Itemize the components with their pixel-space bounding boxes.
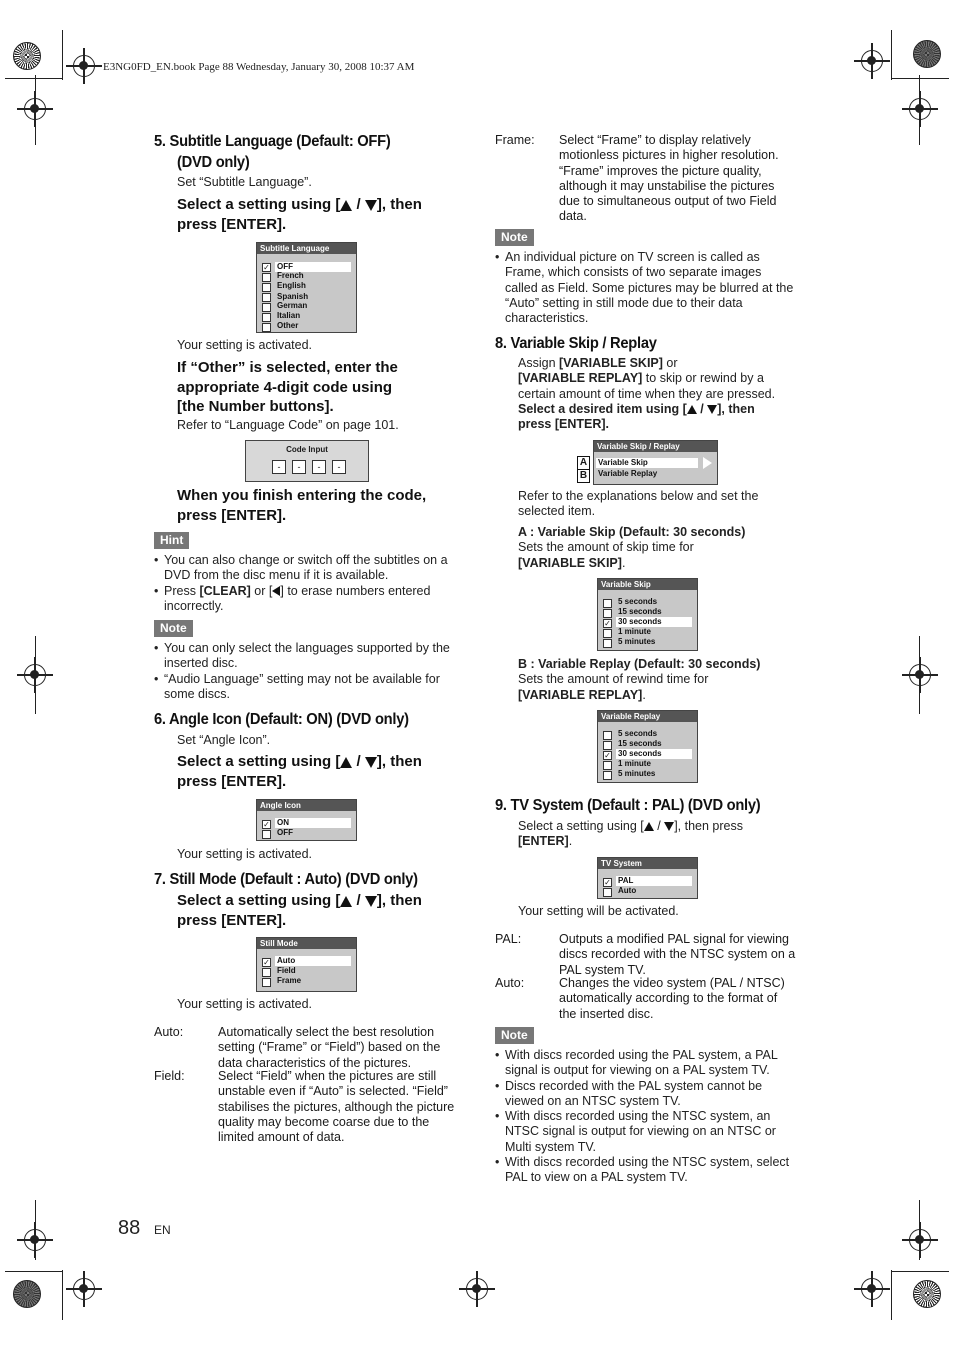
section-9-title: 9. TV System (Default : PAL) (DVD only) [495, 797, 761, 814]
checkbox-icon[interactable] [262, 313, 271, 322]
code-input-title: Code Input [286, 445, 328, 454]
other-instruction: If “Other” is selected, enter the appropriate 4-digit code using [the Number buttons]. [177, 359, 398, 415]
def-frame: Select “Frame” to display relatively motionless pictures in higher resolution. “Frame” improves the picture quality, although it may unstabilise the pictures due to simultaneous output of two Field data. [559, 133, 779, 224]
checkbox-icon[interactable] [262, 830, 271, 839]
option-15-seconds[interactable]: 15 seconds [618, 739, 662, 748]
registration-mark-icon [73, 55, 95, 77]
list-item: • “Audio Language” setting may not be available for some discs. [154, 672, 464, 703]
option-italian[interactable]: Italian [277, 311, 301, 320]
crop-mark [891, 30, 892, 80]
crop-mark [62, 1270, 63, 1320]
variable-replay-text: B : Variable Replay (Default: 30 seconds) Sets the amount of rewind time for [VARIABLE REPLAY]. [518, 657, 761, 702]
code-digit[interactable]: - [332, 460, 346, 474]
option-15-seconds[interactable]: 15 seconds [618, 607, 662, 616]
section-5-title-l2: (DVD only) [177, 154, 250, 171]
crop-mark [891, 1271, 949, 1272]
checkbox-icon[interactable] [603, 741, 612, 750]
crop-mark [891, 78, 949, 79]
finish-instruction: When you finish entering the code, press [ENTER]. [177, 487, 427, 524]
registration-mark-icon [909, 664, 931, 686]
up-arrow-icon [340, 896, 352, 907]
crop-mark [919, 636, 920, 714]
file-header: E3NG0FD_EN.book Page 88 Wednesday, January 30, 2008 10:37 AM [103, 61, 415, 73]
code-digit[interactable]: - [272, 460, 286, 474]
tv-system-menu: TV System ✓ PAL Auto [597, 857, 698, 899]
checkbox-icon[interactable] [262, 978, 271, 987]
def-auto: Changes the video system (PAL / NTSC) automatically according to the format of the inserted disc. [559, 976, 785, 1021]
up-arrow-icon [644, 822, 654, 831]
list-item: • You can also change or switch off the subtitles on a DVD from the disc menu if it is available. [154, 553, 464, 584]
term-frame: Frame: [495, 133, 535, 147]
crop-mark [919, 75, 920, 145]
checkbox-icon[interactable] [262, 283, 271, 292]
color-wheel-icon [13, 1280, 41, 1308]
checkbox-icon[interactable] [603, 731, 612, 740]
checkbox-icon[interactable] [603, 629, 612, 638]
marker-b: B [577, 469, 590, 483]
note-label: Note [495, 1027, 534, 1044]
option-5-seconds[interactable]: 5 seconds [618, 597, 658, 606]
crop-mark [5, 1271, 63, 1272]
registration-mark-icon [861, 1278, 883, 1300]
registration-mark-icon [466, 1278, 488, 1300]
crop-mark [35, 75, 36, 145]
up-arrow-icon [687, 405, 697, 414]
subtitle-language-menu: Subtitle Language ✓ OFF French English Spanish German Italian Other [256, 242, 357, 333]
variable-replay-menu: Variable Replay 5 seconds 15 seconds ✓ 30 seconds 1 minute 5 minutes [597, 710, 698, 783]
option-pal[interactable]: PAL [616, 876, 692, 886]
checkbox-icon[interactable] [262, 273, 271, 282]
option-field[interactable]: Field [277, 966, 296, 975]
note-list [495, 1048, 805, 1186]
assign-text: Assign [VARIABLE SKIP] or [VARIABLE REPLAY] to skip or rewind by a certain amount of time when they are pressed. Select a desired item using [ / ], then press [ENTER]. [518, 356, 776, 432]
note-list [154, 641, 464, 702]
color-wheel-icon [913, 40, 941, 68]
color-wheel-icon [13, 42, 41, 70]
activated-text: Your setting is activated. [177, 997, 313, 1011]
list-item: • Press [CLEAR] or [ ] to erase numbers entered incorrectly. [154, 584, 464, 615]
section-8-title: 8. Variable Skip / Replay [495, 335, 657, 352]
list-item: • With discs recorded using the PAL system, a PAL signal is output for viewing on a PAL system TV. [495, 1048, 805, 1079]
refer-explanations: Refer to the explanations below and set the selected item. [518, 489, 759, 519]
option-german[interactable]: German [277, 301, 308, 310]
option-30-seconds[interactable]: 30 seconds [616, 749, 692, 759]
set-angle-icon: Set “Angle Icon”. [177, 733, 271, 747]
up-arrow-icon [340, 200, 352, 211]
still-mode-menu: Still Mode ✓ Auto Field Frame [256, 937, 357, 992]
list-item: • An individual picture on TV screen is called as Frame, which consists of two separate images called as Field. Some pictures may be blurred at the “Auto” setting in still mode due to their data characteristics. [495, 250, 805, 326]
down-arrow-icon [365, 200, 377, 211]
checkbox-checked-icon[interactable]: ✓ [604, 619, 611, 628]
option-frame[interactable]: Frame [277, 976, 302, 985]
option-off[interactable]: OFF [277, 828, 293, 837]
crop-mark [5, 78, 63, 79]
checkbox-icon[interactable] [603, 639, 612, 648]
variable-skip-replay-menu: Variable Skip / Replay Variable Skip Variable Replay [593, 440, 718, 485]
option-5-minutes[interactable]: 5 minutes [618, 637, 656, 646]
registration-mark-icon [909, 98, 931, 120]
note-label: Note [154, 620, 193, 637]
list-item: • You can only select the languages supported by the inserted disc. [154, 641, 464, 672]
def-auto: Automatically select the best resolution setting (“Frame” or “Field”) based on the data characteristics of the pictures. [218, 1025, 441, 1070]
code-digit[interactable]: - [292, 460, 306, 474]
instruction-select: Select a setting using [ / ], then press [ENTER]. [177, 892, 422, 929]
arrow-right-icon [703, 457, 712, 469]
list-item: • With discs recorded using the NTSC system, an NTSC signal is output for viewing on an NTSC or Multi system TV. [495, 1109, 805, 1155]
option-auto[interactable]: Auto [275, 956, 351, 966]
option-english[interactable]: English [277, 281, 306, 290]
crop-mark [35, 1200, 36, 1260]
option-30-seconds[interactable]: 30 seconds [616, 617, 692, 627]
variable-skip-menu: Variable Skip 5 seconds 15 seconds ✓ 30 seconds 1 minute 5 minutes [597, 578, 698, 651]
option-french[interactable]: French [277, 271, 304, 280]
crop-mark [62, 30, 63, 80]
def-field: Select “Field” when the pictures are still unstable even if “Auto” is selected. “Field” stabilises the pictures, although the picture quality may become coarse due to the limited amount of data. [218, 1069, 455, 1145]
checkbox-checked-icon[interactable]: ✓ [263, 820, 270, 829]
def-pal: Outputs a modified PAL signal for viewing discs recorded with the NTSC system on a PAL system TV. [559, 932, 796, 977]
checkbox-icon[interactable] [603, 609, 612, 618]
instruction-select: Select a setting using [ / ], then press [ENTER]. [177, 196, 422, 233]
section-5-title: 5. Subtitle Language (Default: OFF) [154, 133, 391, 150]
registration-mark-icon [909, 1229, 931, 1251]
term-auto: Auto: [495, 976, 525, 990]
activated-text: Your setting will be activated. [518, 904, 679, 918]
checkbox-icon[interactable] [603, 761, 612, 770]
option-auto[interactable]: Auto [618, 886, 637, 895]
note-list [495, 250, 805, 326]
term-field: Field: [154, 1069, 185, 1083]
activated-text: Your setting is activated. [177, 338, 313, 352]
option-5-seconds[interactable]: 5 seconds [618, 729, 658, 738]
down-arrow-icon [365, 757, 377, 768]
crop-mark [891, 1270, 892, 1320]
angle-icon-menu: Angle Icon ✓ ON OFF [256, 799, 357, 841]
option-on[interactable]: ON [275, 818, 351, 828]
instruction-select: Select a setting using [ / ], then press [ENTER]. [177, 753, 422, 790]
down-arrow-icon [707, 405, 717, 414]
term-pal: PAL: [495, 932, 522, 946]
hint-list [154, 553, 464, 614]
option-5-minutes[interactable]: 5 minutes [618, 769, 656, 778]
set-subtitle: Set “Subtitle Language”. [177, 175, 312, 189]
language-code: EN [154, 1223, 171, 1237]
crop-mark [35, 636, 36, 714]
down-arrow-icon [365, 896, 377, 907]
color-wheel-icon [913, 1280, 941, 1308]
code-digit[interactable]: - [312, 460, 326, 474]
marker-a: A [577, 456, 590, 470]
option-variable-replay[interactable]: Variable Replay [598, 469, 658, 478]
checkbox-checked-icon[interactable]: ✓ [604, 751, 611, 760]
checkbox-icon[interactable] [262, 323, 271, 332]
section-6-title: 6. Angle Icon (Default: ON) (DVD only) [154, 711, 409, 728]
checkbox-checked-icon[interactable]: ✓ [263, 958, 270, 967]
registration-mark-icon [73, 1278, 95, 1300]
tv-system-instruction: Select a setting using [ / ], then press [ENTER]. [518, 819, 743, 849]
hint-label: Hint [154, 532, 189, 549]
option-1-minute[interactable]: 1 minute [618, 759, 651, 768]
checkbox-icon[interactable] [262, 303, 271, 312]
checkbox-icon[interactable] [603, 771, 612, 780]
activated-text: Your setting is activated. [177, 847, 313, 861]
note-label: Note [495, 229, 534, 246]
checkbox-icon[interactable] [262, 968, 271, 977]
option-off[interactable]: OFF [275, 262, 351, 272]
term-auto: Auto: [154, 1025, 184, 1039]
crop-mark [919, 1200, 920, 1260]
up-arrow-icon [340, 757, 352, 768]
option-spanish[interactable]: Spanish [277, 292, 309, 301]
checkbox-checked-icon[interactable]: ✓ [263, 263, 270, 272]
list-item: • Discs recorded with the PAL system cannot be viewed on an NTSC system TV. [495, 1079, 805, 1110]
option-variable-skip[interactable]: Variable Skip [596, 458, 698, 468]
down-arrow-icon [664, 822, 674, 831]
checkbox-icon[interactable] [262, 293, 271, 302]
checkbox-checked-icon[interactable]: ✓ [604, 878, 611, 887]
variable-skip-text: A : Variable Skip (Default: 30 seconds) Sets the amount of skip time for [VARIABLE SKIP]. [518, 525, 746, 570]
code-input-box [245, 440, 369, 482]
section-7-title: 7. Still Mode (Default : Auto) (DVD only) [154, 871, 418, 888]
refer-language-code: Refer to “Language Code” on page 101. [177, 418, 399, 432]
option-other[interactable]: Other [277, 321, 299, 330]
option-1-minute[interactable]: 1 minute [618, 627, 651, 636]
page-number: 88 [118, 1217, 141, 1239]
checkbox-icon[interactable] [603, 599, 612, 608]
checkbox-icon[interactable] [603, 888, 612, 897]
list-item: • With discs recorded using the NTSC system, select PAL to view on a PAL system TV. [495, 1155, 805, 1186]
registration-mark-icon [861, 50, 883, 72]
